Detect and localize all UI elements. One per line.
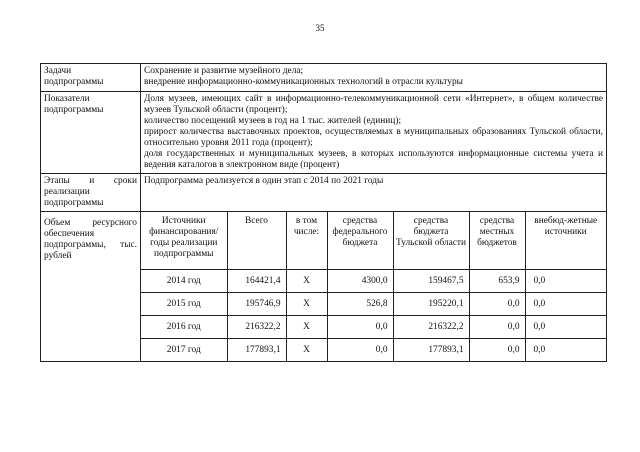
indicators-label: Показатели подпрограммы: [41, 92, 141, 174]
funding-row-2017: [141, 339, 606, 362]
federal-cell: 526,8: [327, 293, 393, 316]
year-cell: 2014 год: [141, 270, 227, 293]
federal-cell: 0,0: [327, 339, 393, 362]
indicators-row: [41, 92, 607, 174]
funding-label: Объем ресурсного обеспечения подпрограммы, тыс. рублей: [41, 212, 141, 362]
funding-row-2016: [141, 316, 606, 339]
header-extrabudgetary: внебюд-жетные источники: [525, 212, 606, 270]
including-cell: X: [286, 270, 327, 293]
header-regional: средства бюджета Тульской области: [393, 212, 469, 270]
regional-cell: 177893,1: [393, 339, 469, 362]
extra-cell: 0,0: [525, 339, 606, 362]
local-cell: 0,0: [469, 316, 525, 339]
total-cell: 164421,4: [227, 270, 286, 293]
page-number: 35: [315, 23, 325, 33]
subprogram-passport-table: [40, 63, 607, 362]
header-including: в том числе:: [286, 212, 327, 270]
header-sources: Источники финансирования/ годы реализации подпрограммы: [141, 212, 227, 270]
regional-cell: 216322,2: [393, 316, 469, 339]
funding-row-2015: [141, 293, 606, 316]
header-total: Всего: [227, 212, 286, 270]
federal-cell: 0,0: [327, 316, 393, 339]
local-cell: 0,0: [469, 293, 525, 316]
funding-row: [41, 212, 607, 362]
tasks-value: Сохранение и развитие музейного дела; внедрение информационно-коммуникационных технологий в отрасли культуры: [141, 64, 607, 92]
funding-table: [141, 212, 606, 361]
year-cell: 2015 год: [141, 293, 227, 316]
extra-cell: 0,0: [525, 293, 606, 316]
federal-cell: 4300,0: [327, 270, 393, 293]
total-cell: 177893,1: [227, 339, 286, 362]
including-cell: X: [286, 316, 327, 339]
funding-value: [141, 212, 607, 362]
year-cell: 2016 год: [141, 316, 227, 339]
local-cell: 653,9: [469, 270, 525, 293]
funding-header-row: [141, 212, 606, 270]
year-cell: 2017 год: [141, 339, 227, 362]
regional-cell: 195220,1: [393, 293, 469, 316]
stages-value: Подпрограмма реализуется в один этап с 2014 по 2021 годы: [141, 174, 607, 212]
local-cell: 0,0: [469, 339, 525, 362]
header-federal: средства федерального бюджета: [327, 212, 393, 270]
total-cell: 216322,2: [227, 316, 286, 339]
header-local: средства местных бюджетов: [469, 212, 525, 270]
tasks-row: [41, 64, 607, 92]
including-cell: X: [286, 339, 327, 362]
funding-row-2014: [141, 270, 606, 293]
regional-cell: 159467,5: [393, 270, 469, 293]
indicators-value: Доля музеев, имеющих сайт в информационно-телекоммуникационной сети «Интернет», в общем количестве музеев Тульской области (процент); количество посещений музеев в год на 1 тыс. жителей (единиц); прирост количества выставочных проектов, осуществляемых в муниципальных образованиях Тульской области, относительно уровня 2011 года (процент); доля государственных и муниципальных музеев, в которых используются информационные системы учета и ведения каталогов в электронном виде (процент): [141, 92, 607, 174]
extra-cell: 0,0: [525, 316, 606, 339]
tasks-label: Задачи подпрограммы: [41, 64, 141, 92]
total-cell: 195746,9: [227, 293, 286, 316]
extra-cell: 0,0: [525, 270, 606, 293]
stages-row: [41, 174, 607, 212]
including-cell: X: [286, 293, 327, 316]
stages-label: Этапы и сроки реализации подпрограммы: [41, 174, 141, 212]
